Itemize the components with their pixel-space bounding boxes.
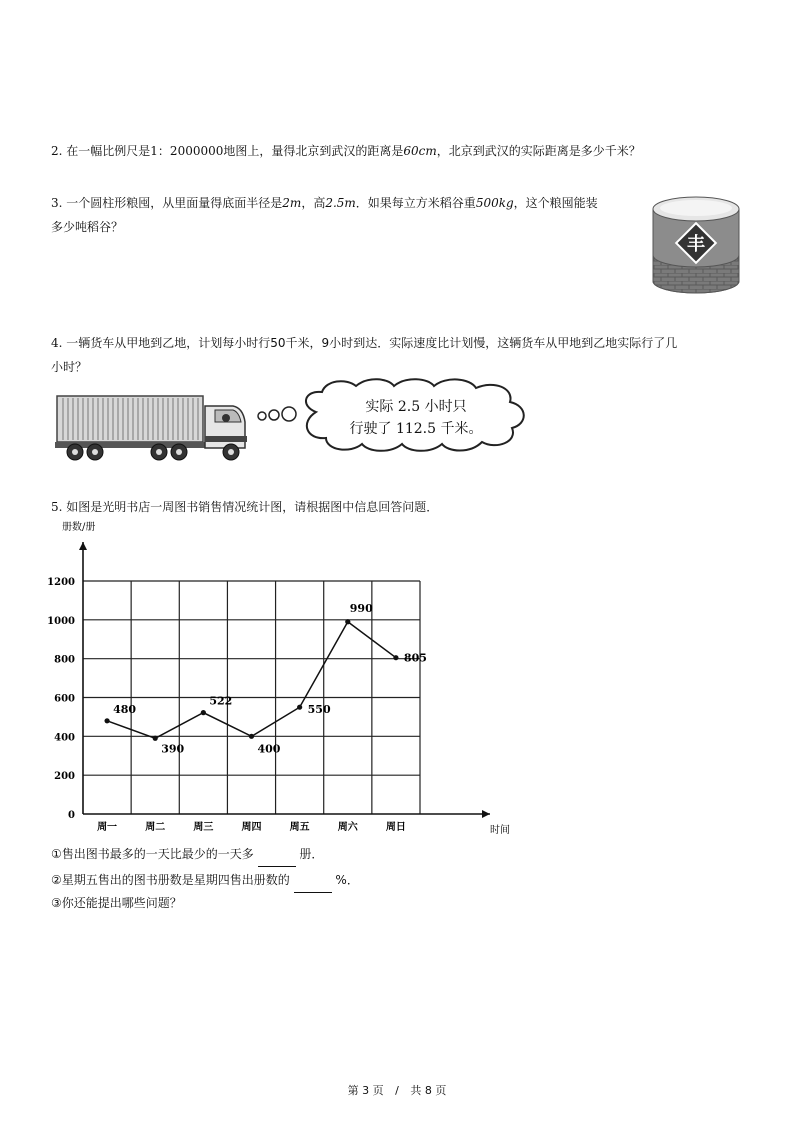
question-number: 5. bbox=[51, 500, 63, 514]
question-3-line2: 多少吨稻谷？ bbox=[51, 220, 124, 234]
granary-illustration bbox=[650, 193, 742, 297]
data-point bbox=[201, 710, 206, 715]
page-footer bbox=[0, 1082, 794, 1098]
series-line bbox=[107, 622, 396, 739]
y-tick-label: 800 bbox=[54, 654, 75, 666]
page-separator: / bbox=[395, 1084, 399, 1097]
data-label: 805 bbox=[403, 651, 427, 665]
question-4 bbox=[51, 331, 677, 355]
data-point bbox=[249, 734, 254, 739]
bubble-line-1: 实际 2.5 小时只 bbox=[365, 399, 467, 415]
data-label: 390 bbox=[161, 742, 185, 756]
question-number: 3. bbox=[51, 196, 63, 210]
question-text: 地图上，量得北京到武汉的距离是 bbox=[223, 144, 404, 158]
question-4-line2: 小时？ bbox=[51, 360, 88, 374]
page-number: 第 3 页 bbox=[347, 1084, 384, 1097]
chart-axes bbox=[79, 542, 490, 818]
question-number: 2. bbox=[51, 144, 63, 158]
question-text: ，高 bbox=[301, 196, 326, 210]
sub-question-text: %． bbox=[335, 873, 359, 887]
x-tick-label: 周二 bbox=[145, 822, 166, 833]
x-tick-label: 周一 bbox=[97, 822, 118, 833]
x-tick-label: 周三 bbox=[193, 822, 214, 833]
question-text: 一个圆柱形粮囤，从里面量得底面半径是 bbox=[66, 196, 283, 210]
answer-blank-2[interactable] bbox=[294, 868, 332, 893]
sales-series bbox=[104, 602, 426, 756]
data-label: 522 bbox=[209, 694, 233, 708]
data-label: 400 bbox=[257, 742, 281, 756]
data-label: 990 bbox=[349, 601, 373, 615]
question-text: ，北京到武汉的实际距离是多少千米？ bbox=[436, 144, 641, 158]
data-point bbox=[297, 705, 302, 710]
y-tick-label: 0 bbox=[68, 810, 75, 821]
y-axis-label: 册数/册 bbox=[62, 522, 96, 533]
sub-question-1 bbox=[51, 842, 323, 867]
question-3 bbox=[51, 191, 598, 215]
y-axis-arrow bbox=[79, 542, 87, 550]
question-2 bbox=[51, 139, 641, 163]
question-text: ．如果每立方米稻谷重 bbox=[355, 196, 476, 210]
question-text: 一辆货车从甲地到乙地，计划每小时行50千米，9小时到达．实际速度比计划慢，这辆货车从甲地到乙地实际行了几 bbox=[66, 336, 678, 350]
height-value: 2.5m bbox=[325, 196, 356, 210]
x-tick-labels bbox=[97, 820, 406, 833]
sub-question-text: 册． bbox=[299, 847, 324, 861]
answer-blank-1[interactable] bbox=[258, 842, 296, 867]
data-label: 550 bbox=[307, 703, 331, 717]
x-tick-label: 周四 bbox=[241, 822, 262, 833]
x-axis-label: 时间 bbox=[490, 825, 510, 836]
y-tick-label: 400 bbox=[54, 732, 75, 744]
bubble-text bbox=[316, 396, 516, 440]
y-tick-label: 200 bbox=[54, 771, 75, 783]
y-tick-labels bbox=[47, 577, 75, 821]
question-text: 在一幅比例尺是 bbox=[66, 144, 151, 158]
data-point bbox=[153, 736, 158, 741]
data-point bbox=[393, 655, 398, 660]
data-label: 480 bbox=[113, 702, 137, 716]
x-tick-label: 周六 bbox=[337, 822, 358, 833]
question-5 bbox=[51, 495, 438, 519]
weight-value: 500kg bbox=[475, 196, 514, 210]
y-tick-label: 1000 bbox=[47, 615, 75, 627]
sub-question-3: ③你还能提出哪些问题？ bbox=[51, 896, 182, 910]
sub-question-text: ②星期五售出的图书册数是星期四售出册数的 bbox=[51, 873, 290, 887]
chart-grid bbox=[83, 581, 420, 814]
data-point bbox=[104, 718, 109, 723]
page-total: 共 8 页 bbox=[410, 1084, 447, 1097]
y-tick-label: 600 bbox=[54, 693, 75, 705]
question-number: 4. bbox=[51, 336, 63, 350]
question-text: ，这个粮囤能装 bbox=[513, 196, 598, 210]
truck-illustration bbox=[55, 392, 255, 464]
question-text: 如图是光明书店一周图书销售情况统计图，请根据图中信息回答问题． bbox=[66, 500, 439, 514]
scale-value: 1：2000000 bbox=[150, 144, 224, 158]
data-point bbox=[345, 619, 350, 624]
radius-value: 2m bbox=[282, 196, 302, 210]
x-axis-arrow bbox=[482, 810, 490, 818]
x-tick-label: 周五 bbox=[289, 822, 310, 833]
sub-question-2 bbox=[51, 868, 359, 893]
distance-value: 60cm bbox=[403, 144, 437, 158]
x-tick-label: 周日 bbox=[385, 822, 406, 833]
granary-char: 丰 bbox=[687, 234, 705, 255]
sales-line-chart bbox=[47, 517, 510, 837]
bubble-line-2: 行驶了 112.5 千米。 bbox=[349, 421, 483, 437]
y-tick-label: 1200 bbox=[47, 577, 75, 588]
sub-question-text: ①售出图书最多的一天比最少的一天多 bbox=[51, 847, 254, 861]
